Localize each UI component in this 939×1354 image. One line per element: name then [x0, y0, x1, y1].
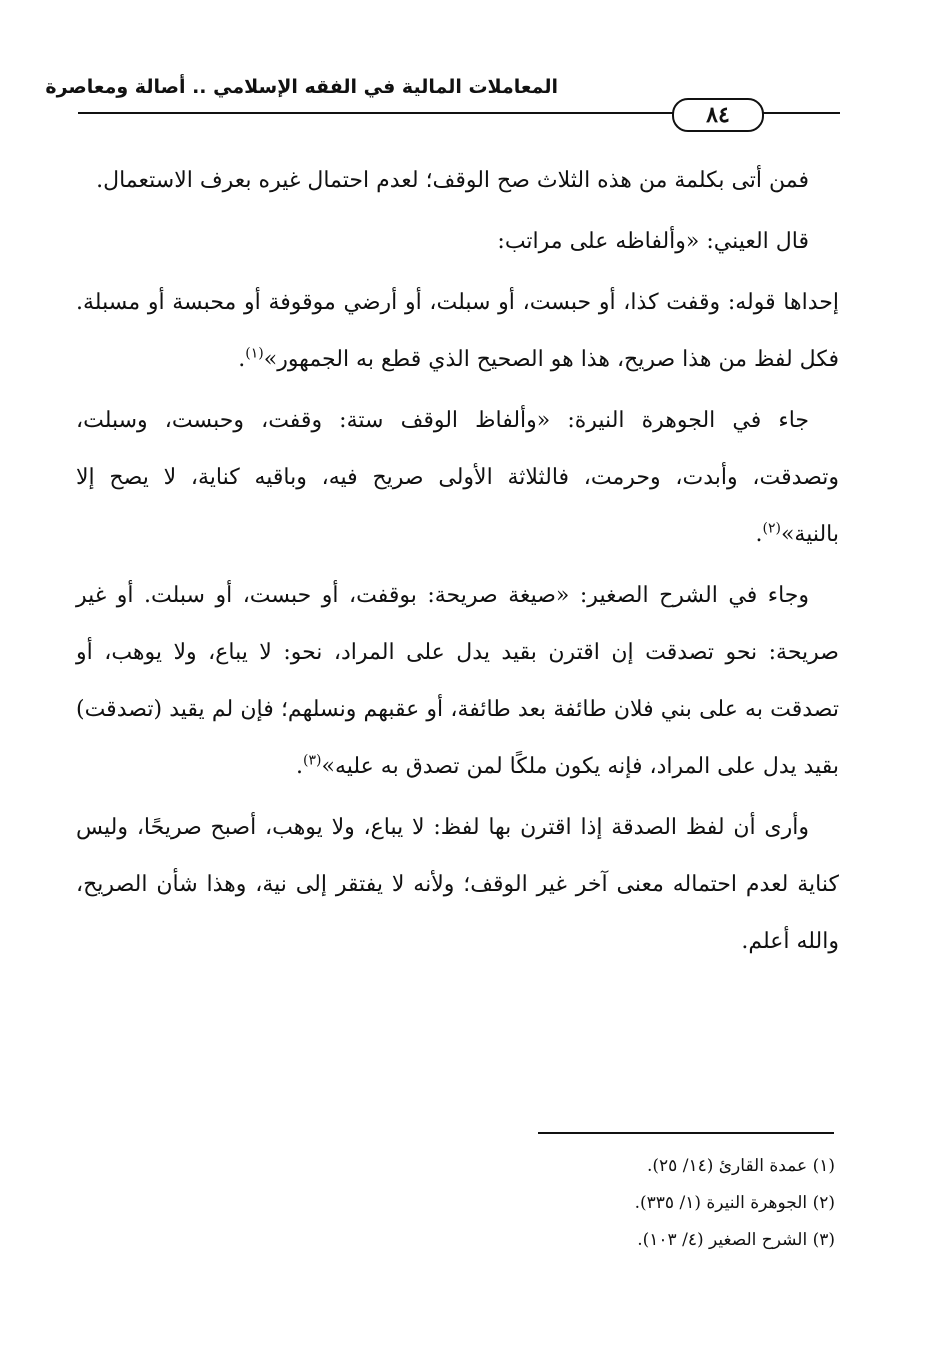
paragraph-6 — [76, 799, 839, 970]
footnote — [300, 1148, 835, 1185]
paragraph-3-text: إحداها قوله: وقفت كذا، أو حبست، أو سبلت، أو أرضي موقوفة أو محبسة أو مسبلة. فكل لفظ من هذا صريح، هذا هو الصحيح الذي قطع به الجمهور» — [76, 290, 839, 372]
paragraph-6-text: وأرى أن لفظ الصدقة إذا اقترن بها لفظ: لا يباع، ولا يوهب، أصبح صريحًا، وليس كناية لعدم احتماله معنى آخر غير الوقف؛ ولأنه لا يفتقر إلى نية، وهذا شأن الصريح، والله أعلم. — [76, 815, 839, 954]
paragraph-4-text: جاء في الجوهرة النيرة: «وألفاظ الوقف ستة: وقفت، وحبست، وسبلت، وتصدقت، وأبدت، وحرمت، فالثلاثة الأولى صريح فيه، وباقيه كناية، لا يصح إلا بالنية» — [76, 408, 839, 547]
paragraph-2-text: قال العيني: «وألفاظه على مراتب: — [497, 229, 809, 254]
paragraph-1 — [76, 152, 839, 209]
footnote-number: (١) — [812, 1156, 835, 1176]
footnote-ref-1: (١) — [245, 345, 264, 362]
footnote-rule — [538, 1132, 834, 1134]
footnote-text: عمدة القارئ (١٤/ ٢٥). — [647, 1156, 808, 1176]
paragraph-4: جاء في الجوهرة النيرة: «وألفاظ الوقف ستة: وقفت، وحبست، وسبلت، وتصدقت، وأبدت، وحرمت، فالثلاثة الأولى صريح فيه، وباقيه كناية، لا يصح إلا بالنية»$^{(٢)}$. — [76, 408, 839, 547]
footnote-text: الجوهرة النيرة (١/ ٣٣٥). — [634, 1193, 808, 1213]
page-number: ٨٤ — [672, 98, 764, 132]
paragraph-1-text: فمن أتى بكلمة من هذه الثلاث صح الوقف؛ لعدم احتمال غيره بعرف الاستعمال. — [96, 168, 809, 193]
running-title: المعاملات المالية في الفقه الإسلامي .. أصالة ومعاصرة — [45, 76, 558, 98]
body-text — [76, 152, 839, 974]
paragraph-2 — [76, 213, 839, 270]
footnotes — [300, 1148, 835, 1259]
paragraph-3: إحداها قوله: وقفت كذا، أو حبست، أو سبلت، أو أرضي موقوفة أو محبسة أو مسبلة. فكل لفظ من هذا صريح، هذا هو الصحيح الذي قطع به الجمهور»$^{(١)}$. — [76, 290, 839, 372]
footnote-number: (٢) — [812, 1193, 835, 1213]
footnote-ref-3: (٣) — [303, 752, 322, 769]
paragraph-5: وجاء في الشرح الصغير: «صيغة صريحة: بوقفت، أو حبست، أو سبلت. أو غير صريحة: نحو تصدقت إن اقترن بقيد يدل على المراد، نحو: لا يباع، ولا يوهب، أو تصدقت به على بني فلان طائفة بعد طائفة، أو عقبهم ونسلهم؛ فإن لم يقيد (تصدقت) بقيد يدل على المراد، فإنه يكون ملكًا لمن تصدق به عليه»$^{(٣)}$. — [76, 583, 839, 779]
footnote — [300, 1185, 835, 1222]
paragraph-5-text: وجاء في الشرح الصغير: «صيغة صريحة: بوقفت، أو حبست، أو سبلت. أو غير صريحة: نحو تصدقت إن اقترن بقيد يدل على المراد، نحو: لا يباع، ولا يوهب، أو تصدقت به على بني فلان طائفة بعد طائفة، أو عقبهم ونسلهم؛ فإن لم يقيد (تصدقت) بقيد يدل على المراد، فإنه يكون ملكًا لمن تصدق به عليه» — [76, 583, 839, 779]
footnote-number: (٣) — [812, 1230, 835, 1250]
footnote-text: الشرح الصغير (٤/ ١٠٣). — [637, 1230, 808, 1250]
footnote — [300, 1222, 835, 1259]
footnote-ref-2: (٢) — [762, 520, 781, 537]
